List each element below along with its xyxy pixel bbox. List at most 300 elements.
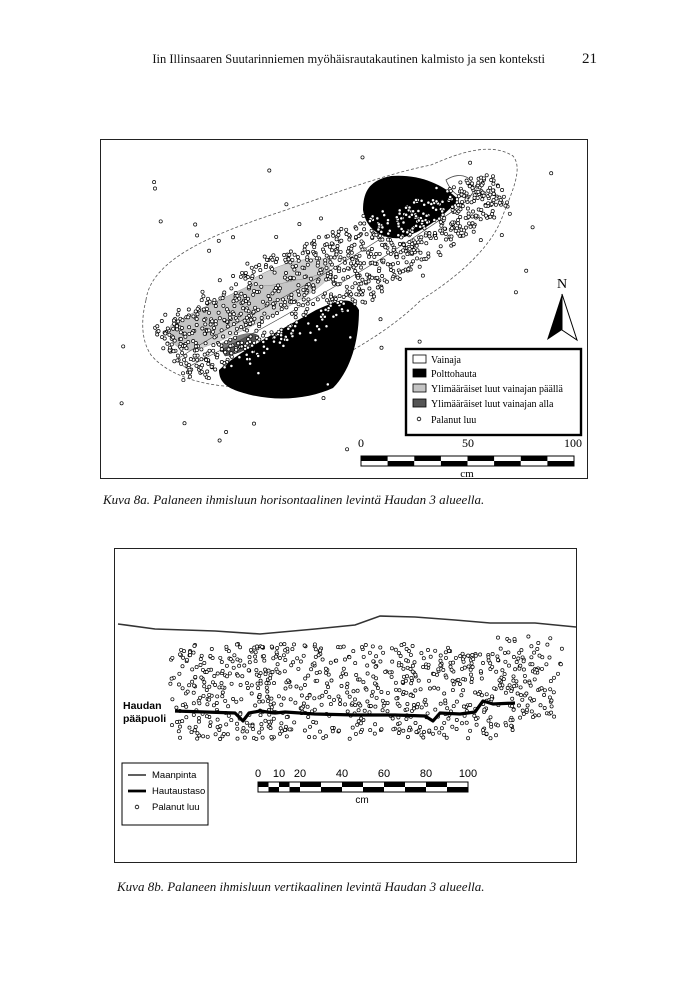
- burnt-bone-dot: [248, 281, 251, 284]
- burnt-bone-dot: [199, 663, 202, 666]
- burnt-bone-dot: [416, 249, 419, 252]
- burnt-bone-dot: [255, 645, 258, 648]
- burnt-bone-dot: [198, 702, 201, 705]
- burnt-bone-dot: [408, 247, 411, 250]
- burnt-bone-dot: [490, 698, 493, 701]
- burnt-bone-dot: [377, 280, 380, 283]
- burnt-bone-dot: [414, 215, 417, 218]
- burnt-bone-dot: [220, 360, 223, 363]
- burnt-bone-dot: [276, 646, 279, 649]
- burnt-bone-dot: [302, 702, 305, 705]
- burnt-bone-dot: [252, 270, 255, 273]
- burnt-bone-dot: [193, 729, 196, 732]
- burnt-bone-dot: [396, 261, 399, 264]
- burnt-bone-dot: [294, 312, 297, 315]
- burnt-bone-dot: [268, 169, 271, 172]
- burnt-bone-dot: [303, 248, 306, 251]
- burnt-bone-dot: [380, 290, 383, 293]
- burnt-bone-dot: [473, 714, 476, 717]
- burnt-bone-dot: [303, 644, 306, 647]
- burnt-bone-dot: [421, 219, 424, 222]
- burnt-bone-dot: [232, 323, 235, 326]
- burnt-bone-dot: [346, 309, 349, 312]
- burnt-bone-dot: [375, 655, 378, 658]
- burnt-bone-dot: [250, 684, 253, 687]
- burnt-bone-dot: [319, 268, 322, 271]
- burnt-bone-dot: [205, 307, 208, 310]
- burnt-bone-dot: [381, 709, 384, 712]
- burnt-bone-dot: [228, 672, 231, 675]
- running-head-title: Iin Illinsaaren Suutarinniemen myöhäisrautakautinen kalmisto ja sen konteksti: [152, 52, 545, 66]
- burnt-bone-dot: [221, 691, 224, 694]
- burnt-bone-dot: [350, 293, 353, 296]
- burnt-bone-dot: [225, 645, 228, 648]
- burnt-bone-dot: [326, 235, 329, 238]
- burnt-bone-dot: [528, 681, 531, 684]
- burnt-bone-dot: [200, 676, 203, 679]
- burnt-bone-dot: [398, 728, 401, 731]
- burnt-bone-dot: [233, 304, 236, 307]
- burnt-bone-dot: [282, 344, 285, 347]
- burnt-bone-dot: [431, 206, 434, 209]
- burnt-bone-dot: [170, 343, 173, 346]
- burnt-bone-dot: [462, 689, 465, 692]
- burnt-bone-dot: [177, 308, 180, 311]
- burnt-bone-dot: [346, 276, 349, 279]
- burnt-bone-dot: [271, 314, 274, 317]
- burnt-bone-dot: [439, 221, 442, 224]
- burnt-bone-dot: [157, 330, 160, 333]
- burnt-bone-dot: [222, 335, 225, 338]
- burnt-bone-dot: [402, 221, 405, 224]
- burnt-bone-dot: [409, 653, 412, 656]
- burnt-bone-dot: [462, 229, 465, 232]
- burnt-bone-dot: [182, 379, 185, 382]
- burnt-bone-dot: [246, 358, 249, 361]
- burnt-bone-dot: [384, 670, 387, 673]
- burnt-bone-dot: [278, 341, 281, 344]
- burnt-bone-dot: [245, 329, 248, 332]
- burnt-bone-dot: [466, 207, 469, 210]
- burnt-bone-dot: [275, 235, 278, 238]
- burnt-bone-dot: [443, 721, 446, 724]
- north-arrow: [547, 277, 577, 340]
- burnt-bone-dot: [450, 668, 453, 671]
- burnt-bone-dot: [431, 732, 434, 735]
- burnt-bone-dot: [213, 326, 216, 329]
- burnt-bone-dot: [320, 703, 323, 706]
- legend-8b: [122, 763, 208, 825]
- burnt-bone-dot: [364, 643, 367, 646]
- burnt-bone-dot: [299, 687, 302, 690]
- burnt-bone-dot: [521, 709, 524, 712]
- burnt-bone-dot: [484, 204, 487, 207]
- burnt-bone-dot: [225, 723, 228, 726]
- burnt-bone-dot: [223, 318, 226, 321]
- burnt-bone-dot: [459, 215, 462, 218]
- burnt-bone-dot: [294, 307, 297, 310]
- burnt-bone-dot: [496, 658, 499, 661]
- scale-tick-100: 100: [564, 436, 582, 450]
- legend-symbol-burnt-bone-8b: [135, 805, 139, 809]
- burnt-bone-dot: [261, 645, 264, 648]
- burnt-bone-dot: [483, 708, 486, 711]
- burnt-bone-dot: [477, 693, 480, 696]
- scale-bar-8b: [255, 768, 477, 806]
- burnt-bone-dot: [324, 667, 327, 670]
- burnt-bone-dot: [260, 285, 263, 288]
- burnt-bone-dot: [397, 234, 400, 237]
- burnt-bone-dot: [410, 213, 413, 216]
- burnt-bone-dot: [451, 689, 454, 692]
- burnt-bone-dot: [346, 691, 349, 694]
- burnt-bone-dot: [183, 358, 186, 361]
- burnt-bone-dot: [259, 275, 262, 278]
- burnt-bone-dot: [303, 683, 306, 686]
- burnt-bone-dot: [458, 225, 461, 228]
- burnt-bone-dot: [380, 243, 383, 246]
- burnt-bone-dot: [208, 349, 211, 352]
- burnt-bone-dot: [235, 299, 238, 302]
- burnt-bone-dot: [345, 228, 348, 231]
- burnt-bone-dot: [324, 308, 327, 311]
- burnt-bone-dot: [537, 641, 540, 644]
- burnt-bone-dot: [166, 327, 169, 330]
- burnt-bone-dot: [441, 213, 444, 216]
- burnt-bone-dot: [316, 280, 319, 283]
- burnt-bone-dot: [517, 657, 520, 660]
- burnt-bone-dot: [287, 679, 290, 682]
- burnt-bone-dot: [335, 238, 338, 241]
- burnt-bone-dot: [504, 660, 507, 663]
- burnt-bone-dot: [462, 678, 465, 681]
- burnt-bone-dot: [309, 277, 312, 280]
- burnt-bone-dot: [314, 339, 317, 342]
- burnt-bone-dot: [230, 682, 233, 685]
- burnt-bone-dot: [406, 702, 409, 705]
- burnt-bone-dot: [204, 342, 207, 345]
- burnt-bone-dot: [513, 685, 516, 688]
- burnt-bone-dot: [449, 189, 452, 192]
- burnt-bone-dot: [235, 643, 238, 646]
- burnt-bone-dot: [438, 731, 441, 734]
- burnt-bone-dot: [285, 716, 288, 719]
- burnt-bone-dot: [306, 250, 309, 253]
- burnt-bone-dot: [339, 646, 342, 649]
- burnt-bone-dot: [266, 700, 269, 703]
- burnt-bone-dot: [521, 698, 524, 701]
- scale-bar-8a: [358, 436, 582, 478]
- burnt-bone-dot: [178, 736, 181, 739]
- burnt-bone-dot: [244, 323, 247, 326]
- burnt-bone-dot: [411, 644, 414, 647]
- burnt-bone-dot: [452, 683, 455, 686]
- burnt-bone-dot: [254, 283, 257, 286]
- burnt-bone-dot: [296, 256, 299, 259]
- burnt-bone-dot: [399, 654, 402, 657]
- burnt-bone-dot: [488, 186, 491, 189]
- burnt-bone-dot: [338, 258, 341, 261]
- burnt-bone-dot: [306, 256, 309, 259]
- burnt-bone-dot: [449, 195, 452, 198]
- burnt-bone-dot: [183, 332, 186, 335]
- burnt-bone-dot: [204, 323, 207, 326]
- burnt-bone-dot: [516, 692, 519, 695]
- burnt-bone-dot: [379, 646, 382, 649]
- burnt-bone-dot: [513, 638, 516, 641]
- burnt-bone-dot: [471, 215, 474, 218]
- burnt-bone-dot: [350, 251, 353, 254]
- burnt-bone-dot: [257, 308, 260, 311]
- burnt-bone-dot: [445, 676, 448, 679]
- legend-label-cremation-pit: Polttohauta: [431, 369, 477, 380]
- burnt-bone-dot: [232, 313, 235, 316]
- burnt-bone-dot: [257, 687, 260, 690]
- burnt-bone-dot: [375, 677, 378, 680]
- burnt-bone-dot: [345, 285, 348, 288]
- burnt-bone-dot: [199, 366, 202, 369]
- burnt-bone-dot: [334, 266, 337, 269]
- burnt-bone-dot: [351, 702, 354, 705]
- burnt-bone-dot: [264, 719, 267, 722]
- burnt-bone-dot: [313, 246, 316, 249]
- burnt-bone-dot: [227, 348, 230, 351]
- burnt-bone-dot: [192, 315, 195, 318]
- burnt-bone-dot: [434, 237, 437, 240]
- burnt-bone-dot: [293, 301, 296, 304]
- burnt-bone-dot: [377, 269, 380, 272]
- burnt-bone-dot: [509, 719, 512, 722]
- burnt-bone-dot: [419, 251, 422, 254]
- burnt-bone-dot: [219, 656, 222, 659]
- burnt-bone-dot: [397, 222, 400, 225]
- burnt-bone-dot: [331, 726, 334, 729]
- burnt-bone-dot: [283, 304, 286, 307]
- burnt-bone-dot: [250, 692, 253, 695]
- burnt-bone-dot: [185, 347, 188, 350]
- burnt-bone-dot: [348, 695, 351, 698]
- burnt-bone-dot: [322, 295, 325, 298]
- burnt-bone-dot: [398, 212, 401, 215]
- burnt-bone-dot: [196, 313, 199, 316]
- burnt-bone-dot: [481, 729, 484, 732]
- burnt-bone-dot: [419, 225, 422, 228]
- burnt-bone-dot: [263, 659, 266, 662]
- burnt-bone-dot: [234, 332, 237, 335]
- burnt-bone-dot: [308, 725, 311, 728]
- burnt-bone-dot: [398, 209, 401, 212]
- scale-bar-segment: [468, 456, 495, 461]
- burnt-bone-dot: [360, 717, 363, 720]
- burnt-bone-dot: [313, 736, 316, 739]
- burnt-bone-dot: [368, 220, 371, 223]
- burnt-bone-dot: [171, 698, 174, 701]
- burnt-bone-dot: [166, 342, 169, 345]
- burnt-bone-dot: [470, 201, 473, 204]
- burnt-bone-dot: [395, 256, 398, 259]
- burnt-bone-dot: [355, 227, 358, 230]
- legend-8a: [406, 349, 581, 435]
- burnt-bone-dot: [372, 295, 375, 298]
- burnt-bone-dot: [414, 721, 417, 724]
- burnt-bone-dot: [332, 278, 335, 281]
- burnt-bone-dot: [313, 239, 316, 242]
- burnt-bone-dot: [284, 258, 287, 261]
- burnt-bone-dot: [178, 725, 181, 728]
- burnt-bone-dot: [403, 643, 406, 646]
- burnt-bone-dot: [482, 732, 485, 735]
- burnt-bone-dot: [479, 239, 482, 242]
- burnt-bone-dot: [258, 323, 261, 326]
- burnt-bone-dot: [163, 337, 166, 340]
- burnt-bone-dot: [361, 156, 364, 159]
- burnt-bone-dot: [293, 268, 296, 271]
- burnt-bone-dot: [305, 285, 308, 288]
- burnt-bone-dot: [531, 226, 534, 229]
- burnt-bone-dot: [533, 698, 536, 701]
- burnt-bone-dot: [321, 694, 324, 697]
- burnt-bone-dot: [262, 345, 265, 348]
- burnt-bone-dot: [388, 671, 391, 674]
- burnt-bone-dot: [277, 284, 280, 287]
- burnt-bone-dot: [254, 704, 257, 707]
- burnt-bone-dot: [255, 669, 258, 672]
- burnt-bone-dot: [267, 669, 270, 672]
- burnt-bone-dot: [422, 736, 425, 739]
- burnt-bone-dot: [177, 730, 180, 733]
- burnt-bone-dot: [426, 221, 429, 224]
- burnt-bone-dot: [496, 724, 499, 727]
- burnt-bone-dot: [205, 301, 208, 304]
- scale-bar-segment: [342, 782, 363, 787]
- burnt-bone-dot: [394, 648, 397, 651]
- burnt-bone-dot: [373, 682, 376, 685]
- burnt-bone-dot: [345, 686, 348, 689]
- burnt-bone-dot: [511, 697, 514, 700]
- burnt-bone-dot: [420, 652, 423, 655]
- burnt-bone-dot: [550, 699, 553, 702]
- burnt-bone-dot: [474, 214, 477, 217]
- burnt-bone-dot: [205, 715, 208, 718]
- scale-bar-segment: [426, 782, 447, 787]
- burnt-bone-dot: [309, 331, 312, 334]
- burnt-bone-dot: [175, 706, 178, 709]
- burnt-bone-dot: [216, 695, 219, 698]
- burnt-bone-dot: [262, 655, 265, 658]
- burnt-bone-dot: [425, 214, 428, 217]
- burnt-bone-dot: [540, 667, 543, 670]
- burnt-bone-dot: [232, 274, 235, 277]
- burnt-bone-dot: [232, 666, 235, 669]
- burnt-bone-dot: [255, 265, 258, 268]
- burnt-bone-dot: [180, 326, 183, 329]
- burnt-bone-dot: [177, 683, 180, 686]
- burnt-bone-dot: [354, 662, 357, 665]
- burnt-bone-dot: [306, 307, 309, 310]
- burnt-bone-dot: [225, 675, 228, 678]
- burnt-bone-dot: [203, 318, 206, 321]
- burnt-bone-dot: [309, 259, 312, 262]
- burnt-bone-dot: [510, 690, 513, 693]
- burnt-bone-dot: [221, 669, 224, 672]
- burnt-bone-dot: [419, 726, 422, 729]
- burnt-bone-dot: [301, 304, 304, 307]
- burnt-bone-dot: [340, 675, 343, 678]
- burnt-bone-dot: [153, 187, 156, 190]
- burnt-bone-dot: [235, 348, 238, 351]
- burnt-bone-dot: [450, 227, 453, 230]
- burnt-bone-dot: [225, 341, 228, 344]
- burnt-bone-dot: [451, 725, 454, 728]
- legend-swatch-cremation-pit: [413, 369, 426, 377]
- burnt-bone-dot: [284, 649, 287, 652]
- burnt-bone-dot: [459, 208, 462, 211]
- burnt-bone-dot: [302, 654, 305, 657]
- burnt-bone-dot: [349, 262, 352, 265]
- burnt-bone-dot: [402, 243, 405, 246]
- burnt-bone-dot: [470, 662, 473, 665]
- burnt-bone-dot: [417, 679, 420, 682]
- burnt-bone-dot: [227, 714, 230, 717]
- burnt-bone-dot: [245, 721, 248, 724]
- figure-8a-map: [100, 139, 588, 479]
- burnt-bone-dot: [228, 316, 231, 319]
- burnt-bone-dot: [192, 691, 195, 694]
- burnt-bone-dot: [255, 329, 258, 332]
- burnt-bone-dot: [415, 257, 418, 260]
- burnt-bone-dot: [420, 241, 423, 244]
- burnt-bone-dot: [422, 212, 425, 215]
- burnt-bone-dot: [205, 670, 208, 673]
- burnt-bone-dot: [208, 698, 211, 701]
- burnt-bone-dot: [522, 660, 525, 663]
- burnt-bone-dot: [246, 297, 249, 300]
- burnt-bone-dot: [218, 439, 221, 442]
- burnt-bone-dot: [200, 348, 203, 351]
- burnt-bone-dot: [254, 306, 257, 309]
- burnt-bone-dot: [402, 675, 405, 678]
- burnt-bone-dot: [190, 731, 193, 734]
- burnt-bone-dot: [402, 249, 405, 252]
- burnt-bone-dot: [251, 724, 254, 727]
- burnt-bone-dot: [313, 708, 316, 711]
- burnt-bone-dot: [451, 679, 454, 682]
- burnt-bone-dot: [230, 355, 233, 358]
- burnt-bone-dot: [323, 292, 326, 295]
- burnt-bone-dot: [410, 682, 413, 685]
- burnt-bone-dot: [180, 338, 183, 341]
- figure-8b-caption: Kuva 8b. Palaneen ihmisluun vertikaalinen levintä Haudan 3 alueella.: [117, 879, 485, 894]
- burnt-bone-dot: [195, 364, 198, 367]
- burnt-bone-dot: [257, 372, 260, 375]
- burnt-bone-dot: [269, 727, 272, 730]
- burnt-bone-dot: [346, 682, 349, 685]
- burnt-bone-dot: [428, 687, 431, 690]
- burnt-bone-dot: [371, 215, 374, 218]
- burnt-bone-dot: [460, 722, 463, 725]
- burnt-bone-dot: [283, 643, 286, 646]
- burnt-bone-dot: [406, 735, 409, 738]
- burnt-bone-dot: [357, 287, 360, 290]
- burnt-bone-dot: [385, 280, 388, 283]
- burnt-bone-dot: [440, 224, 443, 227]
- burnt-bone-dot: [546, 643, 549, 646]
- burnt-bone-dot: [525, 692, 528, 695]
- burnt-bone-dot: [471, 653, 474, 656]
- burnt-bone-dot: [417, 219, 420, 222]
- burnt-bone-dot: [240, 326, 243, 329]
- burnt-bone-dot: [433, 686, 436, 689]
